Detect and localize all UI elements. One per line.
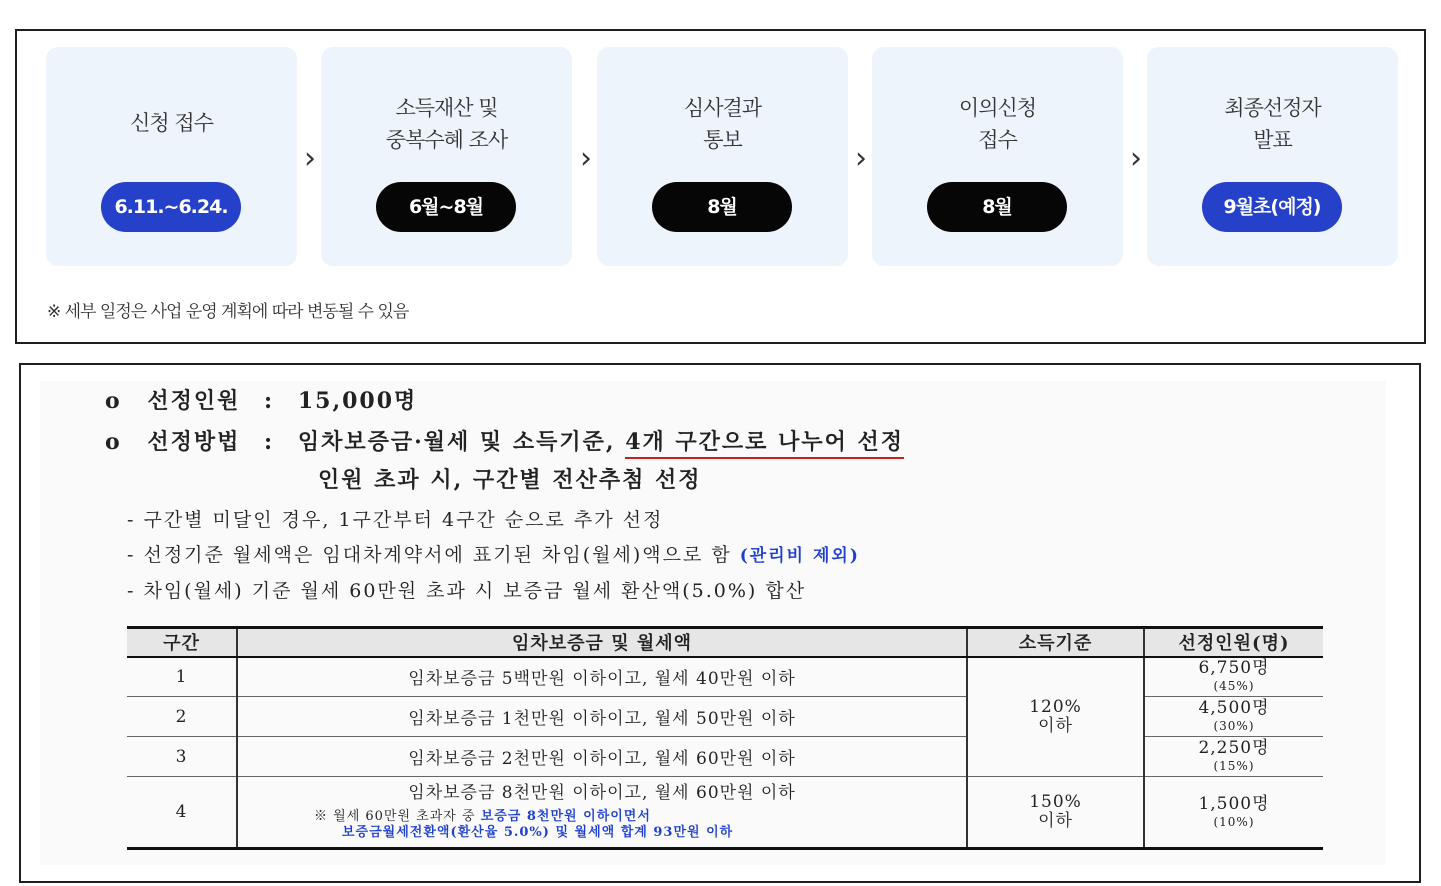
band-cell: 3 <box>127 737 237 777</box>
step-period-badge: 8월 <box>927 182 1067 232</box>
band-cell: 1 <box>127 657 237 697</box>
separator: : <box>264 429 275 455</box>
step-income-check <box>321 47 572 266</box>
method-text-underlined: 4개 구간으로 나누어 선정 <box>625 429 904 459</box>
schedule-note: ※ 세부 일정은 사업 운영 계획에 따라 변동될 수 있음 <box>47 302 409 322</box>
header-count: 선정인원(명) <box>1144 628 1323 657</box>
step-title: 소득재산 및 중복수혜 조사 <box>385 96 508 152</box>
count-value: 15,000명 <box>297 388 418 414</box>
condition-cell: 임차보증금 1천만원 이하이고, 월세 50만원 이하 <box>237 697 967 737</box>
selection-method-line <box>105 425 904 456</box>
count-label: 선정인원 <box>147 388 241 414</box>
table-row <box>127 697 1323 737</box>
table-row <box>127 777 1323 849</box>
criteria-content <box>40 381 1386 865</box>
count-percent: (10%) <box>1213 814 1255 829</box>
bullet: o <box>105 429 122 455</box>
sub-item <box>127 505 663 532</box>
step-period-badge: 6월~8월 <box>376 182 516 232</box>
sub-item-text: - 선정기준 월세액은 임대차계약서에 표기된 차임(월세)액으로 함 <box>127 544 732 566</box>
table-row <box>127 737 1323 777</box>
income-value: 120% <box>1029 696 1082 717</box>
count-percent: (45%) <box>1213 679 1255 694</box>
step-period-badge: 9월초(예정) <box>1202 182 1342 232</box>
note-highlight: 보증금 8천만원 이하이면서 <box>480 808 651 824</box>
criteria-table <box>127 626 1323 850</box>
condition-text: 임차보증금 8천만원 이하이고, 월세 60만원 이하 <box>408 782 796 803</box>
count-cell <box>1144 737 1323 777</box>
step-period-badge: 8월 <box>652 182 792 232</box>
sub-item-text: - 차임(월세) 기준 월세 60만원 초과 시 보증금 월세 환산액(5.0%) 합산 <box>127 580 807 602</box>
step-period-badge: 6.11.~6.24. <box>101 182 241 232</box>
income-qualifier: 이하 <box>1038 811 1073 831</box>
condition-note <box>238 809 966 825</box>
step-application <box>46 47 297 266</box>
table-row <box>127 657 1323 697</box>
count-cell <box>1144 657 1323 697</box>
chevron-right-icon: › <box>1130 141 1142 176</box>
condition-cell: 임차보증금 5백만원 이하이고, 월세 40만원 이하 <box>237 657 967 697</box>
chevron-right-icon: › <box>304 141 316 176</box>
band-cell: 2 <box>127 697 237 737</box>
count-value: 2,250명 <box>1198 738 1270 758</box>
sub-item <box>127 540 860 567</box>
count-cell <box>1144 697 1323 737</box>
count-value: 4,500명 <box>1198 698 1270 718</box>
method-continuation: 인원 초과 시, 구간별 전산추첨 선정 <box>318 467 702 493</box>
sub-item <box>127 576 806 603</box>
step-title: 이의신청 접수 <box>958 96 1037 152</box>
method-text: 임차보증금·월세 및 소득기준, <box>297 429 616 455</box>
step-title: 최종선정자 발표 <box>1224 96 1321 152</box>
count-percent: (30%) <box>1213 719 1255 733</box>
header-band: 구간 <box>127 628 237 657</box>
table-header-row <box>127 628 1323 657</box>
count-cell <box>1144 777 1323 849</box>
sub-item-text: - 구간별 미달인 경우, 1구간부터 4구간 순으로 추가 선정 <box>127 509 664 531</box>
step-result-notice <box>597 47 848 266</box>
step-title: 신청 접수 <box>130 111 213 135</box>
header-income: 소득기준 <box>967 628 1144 657</box>
selection-criteria <box>19 363 1421 883</box>
application-timeline <box>15 29 1426 344</box>
step-objection <box>872 47 1123 266</box>
band-cell: 4 <box>127 777 237 849</box>
count-value: 6,750명 <box>1198 658 1270 679</box>
chevron-right-icon: › <box>580 141 592 176</box>
step-final-announcement <box>1147 47 1398 266</box>
income-qualifier: 이하 <box>1038 715 1073 736</box>
count-percent: (15%) <box>1213 759 1255 773</box>
selection-count-line <box>105 384 417 415</box>
method-label: 선정방법 <box>147 429 241 455</box>
chevron-right-icon: › <box>855 141 867 176</box>
income-cell <box>967 657 1144 777</box>
sub-item-extra: (관리비 제외) <box>739 546 860 566</box>
note-prefix: ※ 월세 60만원 초과자 중 <box>314 808 476 824</box>
bullet: o <box>105 388 122 414</box>
header-condition: 임차보증금 및 월세액 <box>237 628 967 657</box>
note-highlight: 보증금월세전환액(환산율 5.0%) 및 월세액 합계 93만원 이하 <box>342 824 734 840</box>
condition-cell: 임차보증금 2천만원 이하이고, 월세 60만원 이하 <box>237 737 967 777</box>
count-value: 1,500명 <box>1198 793 1270 814</box>
income-cell <box>967 777 1144 849</box>
step-title: 심사결과 통보 <box>683 96 762 152</box>
separator: : <box>264 388 275 414</box>
condition-cell <box>237 777 967 849</box>
income-value: 150% <box>1029 792 1082 812</box>
